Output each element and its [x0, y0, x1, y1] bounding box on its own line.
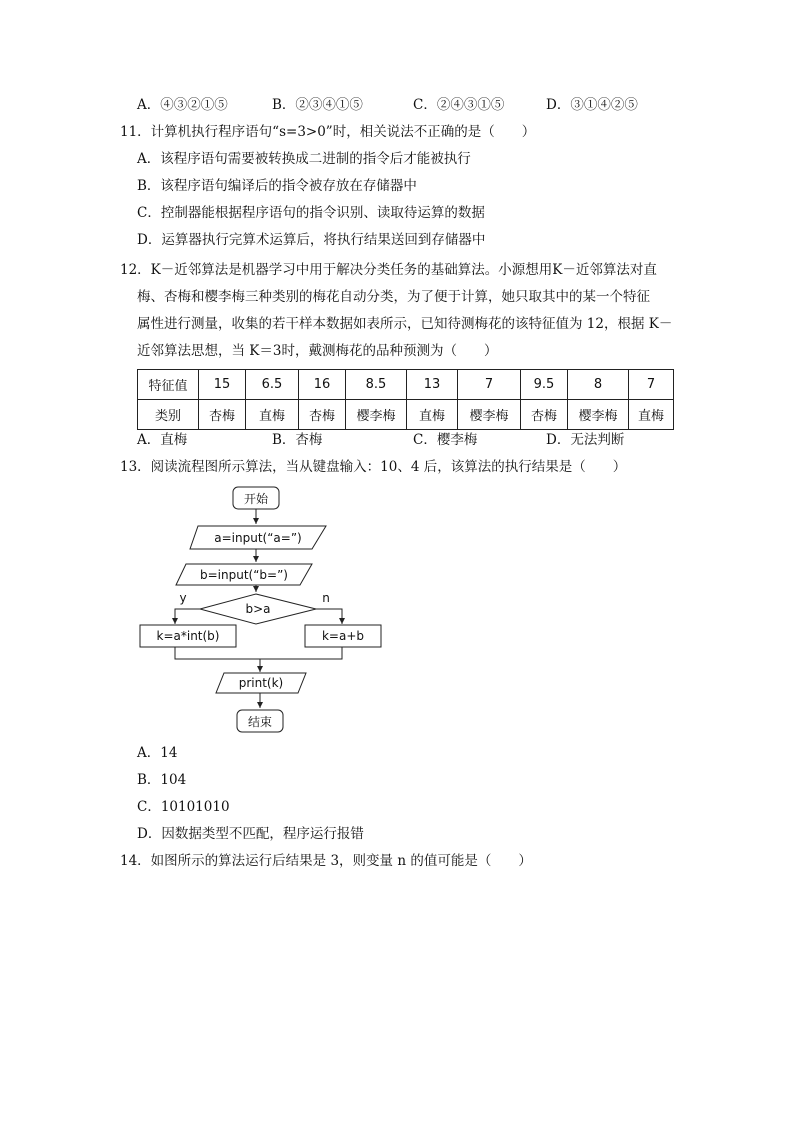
q11-option-c: C．控制器能根据程序语句的指令识别、读取待运算的数据: [137, 205, 485, 221]
q14-stem: 14．如图所示的算法运行后结果是 3，则变量 n 的值可能是（ ）: [120, 853, 532, 869]
q13-option-a: A．14: [137, 745, 178, 761]
table-cell: 15: [199, 370, 246, 400]
q11-option-d: D．运算器执行完算术运算后，将执行结果送回到存储器中: [137, 232, 486, 248]
flowchart: [130, 482, 400, 737]
table-cell: 樱李梅: [568, 400, 629, 430]
q12-option-d: D．无法判断: [546, 432, 625, 448]
q12-stem-line-2: 梅、杏梅和樱李梅三种类别的梅花自动分类，为了便于计算，她只取其中的某一个特征: [137, 289, 650, 305]
q12-stem-line-4: 近邻算法思想，当 K＝3时，戴测梅花的品种预测为（ ）: [137, 343, 498, 359]
q11-option-b: B．该程序语句编译后的指令被存放在存储器中: [137, 178, 417, 194]
flowchart-yes-process-label: k=a*int(b): [156, 629, 220, 643]
table-cell: 7: [458, 370, 521, 400]
q13-option-c: C．10101010: [137, 799, 230, 815]
q11-stem: 11．计算机执行程序语句“s=3>0”时，相关说法不正确的是（ ）: [120, 124, 536, 140]
q10-option-c: C．②④③①⑤: [413, 97, 505, 113]
table-cell: 13: [407, 370, 458, 400]
flowchart-output-label: print(k): [238, 676, 284, 690]
flowchart-input-b-label: b=input(“b=”): [199, 568, 289, 582]
table-cell: 直梅: [407, 400, 458, 430]
table-header-cell: 特征值: [138, 370, 199, 400]
table-row: [138, 400, 674, 430]
q13-stem: 13．阅读流程图所示算法，当从键盘输入：10、4 后，该算法的执行结果是（ ）: [120, 459, 627, 475]
flowchart-no-process-label: k=a+b: [321, 629, 365, 643]
q12-option-a: A．直梅: [137, 432, 188, 448]
q12-option-c: C．樱李梅: [413, 432, 478, 448]
table-cell: 樱李梅: [458, 400, 521, 430]
q11-option-a: A．该程序语句需要被转换成二进制的指令后才能被执行: [137, 151, 471, 167]
q10-option-d: D．③①④②⑤: [546, 97, 638, 113]
q10-option-a: A．④③②①⑤: [137, 97, 228, 113]
q13-option-d: D．因数据类型不匹配，程序运行报错: [137, 826, 364, 842]
table-cell: 杏梅: [521, 400, 568, 430]
table-cell: 樱李梅: [346, 400, 407, 430]
table-cell: 杏梅: [199, 400, 246, 430]
table-cell: 直梅: [246, 400, 299, 430]
flowchart-condition-label: b>a: [245, 602, 271, 616]
table-cell: 16: [299, 370, 346, 400]
table-cell: 直梅: [629, 400, 674, 430]
table-header-cell: 类别: [138, 400, 199, 430]
q12-stem-line-1: 12．K－近邻算法是机器学习中用于解决分类任务的基础算法。小源想用K－近邻算法对直: [120, 262, 657, 278]
table-cell: 7: [629, 370, 674, 400]
q13-option-b: B．104: [137, 772, 187, 788]
table-cell: 8.5: [346, 370, 407, 400]
q10-option-b: B．②③④①⑤: [272, 97, 363, 113]
table-row: [138, 370, 674, 400]
flowchart-no-label: n: [322, 591, 330, 605]
table-cell: 杏梅: [299, 400, 346, 430]
q12-stem-line-3: 属性进行测量，收集的若干样本数据如表所示，已知待测梅花的该特征值为 12，根据 K－: [137, 316, 673, 332]
table-cell: 6.5: [246, 370, 299, 400]
q12-option-b: B．杏梅: [272, 432, 323, 448]
flowchart-end-label: 结束: [247, 715, 273, 729]
flowchart-input-a-label: a=input(“a=”): [214, 531, 302, 545]
table-cell: 9.5: [521, 370, 568, 400]
flowchart-yes-label: y: [179, 591, 187, 605]
flowchart-start-label: 开始: [243, 492, 269, 506]
table-cell: 8: [568, 370, 629, 400]
knn-sample-table: [137, 369, 674, 430]
